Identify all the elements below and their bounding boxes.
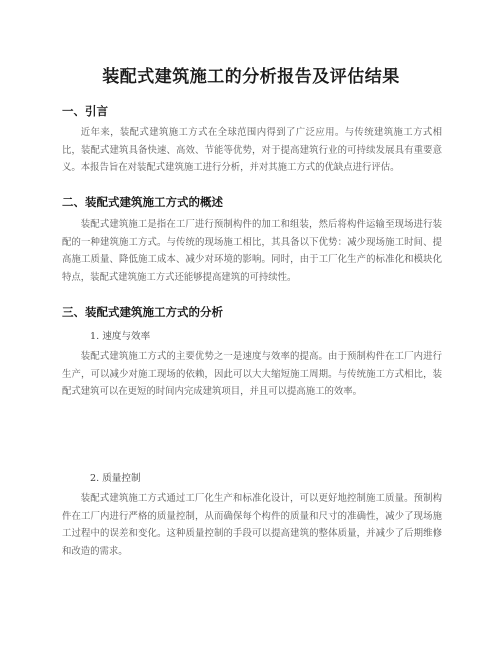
section-heading-analysis: 三、装配式建筑施工方式的分析	[62, 305, 223, 319]
subsection-paragraph-quality: 装配式建筑施工方式通过工厂化生产和标准化设计，可以更好地控制施工质量。预制构件在工厂内进行严格的质量控制，从而确保每个构件的质量和尺寸的准确性，减少了现场施工过程中的误差和变化。这种质量控制的手段可以提高建筑的整体质量，并减少了后期维修和改造的需求。	[62, 493, 442, 557]
subsection-label-speed: 1. 速度与效率	[90, 331, 151, 342]
section-heading-overview: 二、装配式建筑施工方式的概述	[62, 195, 223, 209]
document-title: 装配式建筑施工的分析报告及评估结果	[102, 67, 400, 87]
section-paragraph-overview: 装配式建筑施工是指在工厂进行预制构件的加工和组装，然后将构件运输至现场进行装配的一种建筑施工方式。与传统的现场施工相比，其具备以下优势：减少现场施工时间、提高施工质量、降低施工成本、减少对环境的影响。同时，由于工厂化生产的标准化和模块化特点，装配式建筑施工方式还能够提高建筑的可持续性。	[62, 219, 442, 283]
section-paragraph-intro: 近年来，装配式建筑施工方式在全球范围内得到了广泛应用。与传统建筑施工方式相比，装配式建筑具备快速、高效、节能等优势，对于提高建筑行业的可持续发展具有重要意义。本报告旨在对装配式建筑施工进行分析，并对其施工方式的优缺点进行评估。	[62, 127, 442, 173]
section-heading-intro: 一、引言	[62, 104, 108, 118]
subsection-paragraph-speed: 装配式建筑施工方式的主要优势之一是速度与效率的提高。由于预制构件在工厂内进行生产，可以减少对施工现场的依赖，因此可以大大缩短施工周期。与传统施工方式相比，装配式建筑可以在更短的时间内完成建筑项目，并且可以提高施工的效率。	[62, 351, 442, 397]
subsection-label-quality: 2. 质量控制	[90, 473, 141, 484]
